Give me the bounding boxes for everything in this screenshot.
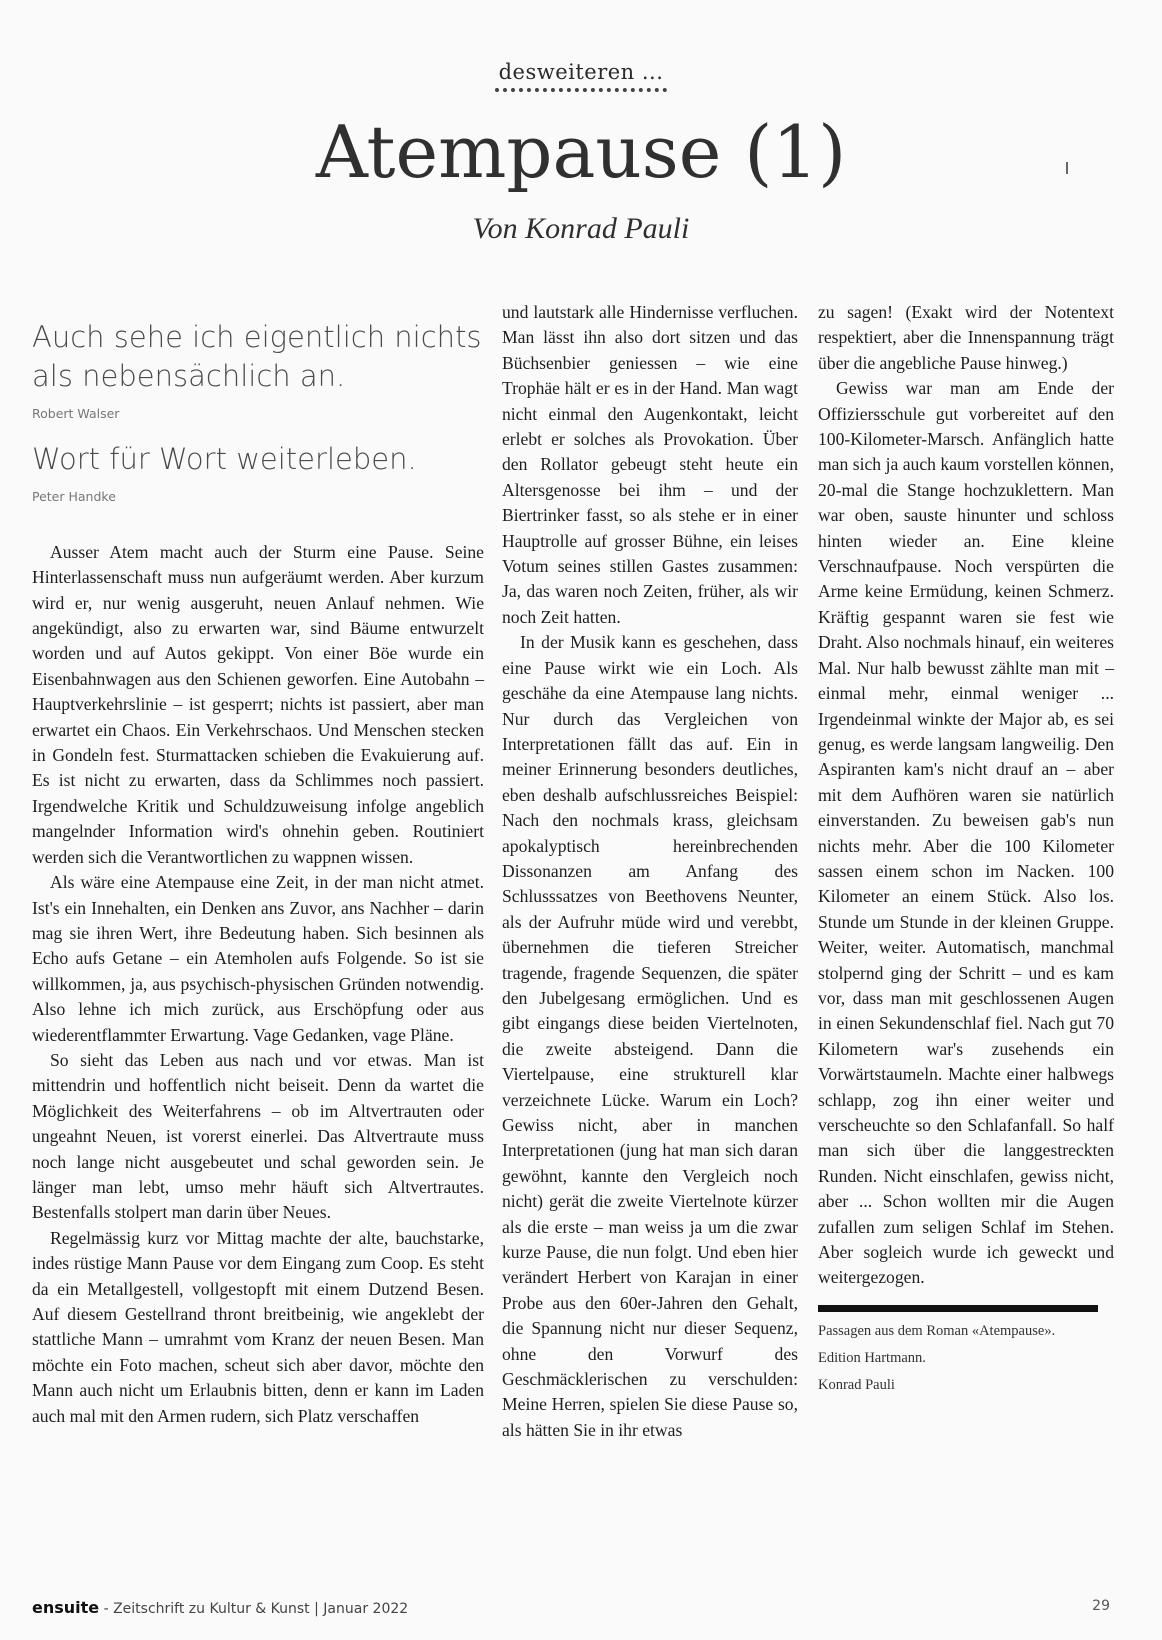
body-paragraph: In der Musik kann es geschehen, dass eine Pause wirkt wie ein Loch. Als geschähe da eine Atempause lang nichts. Nur durch das Vergleichen von Interpretationen fällt das auf. Ein in meiner Erinnerung besonders deutliches, eben deshalb aufschlussreiches Beispiel: Nach den nochmals krass, gleichsam apokalyptisch hereinbrechenden Dissonanzen am Anfang des Schlusssatzes von Beethovens Neunter, als der Aufruhr müde wird und verebbt, übernehmen die tieferen Streicher tragende, fragende Sequenzen, die später den Jubelgesang ermöglichen. Und es gibt eingangs diese beiden Viertelnoten, die zweite absteigend. Dann die Viertelpause, eine strukturell klar verzeichnete Lücke. Warum ein Loch? Gewiss nicht, aber in manchen Interpretationen (jung hat man sich daran gewöhnt, kannte den Vergleich noch nicht) gerät die zweite Viertelnote kürzer als die erste – man weiss ja um die zwar kurze Pause, die nun folgt. Und eben hier verändert Herbert von Karajan in einer Probe aus den 60er-Jahren den Gehalt, die Spannung nicht nur dieser Sequenz, ohne den Vorwurf des Geschmäcklerischen zu verschulden: Meine Herren, spielen Sie diese Pause so, als hätten Sie in ihr etwas xyxy=(502,632,798,1440)
source-note-line: Passagen aus dem Roman «Atempause». xyxy=(818,1322,1056,1339)
article-title: Atempause (1) xyxy=(315,110,847,194)
page-footer xyxy=(32,1598,408,1617)
note-divider xyxy=(818,1305,1098,1312)
article-byline: Von Konrad Pauli xyxy=(472,212,690,245)
page-number: 29 xyxy=(1092,1598,1110,1614)
source-note-line: Edition Hartmann. xyxy=(818,1349,926,1366)
epigraph-quote: Auch sehe ich eigentlich nichts als nebensächlich an. xyxy=(32,320,482,393)
body-paragraph: Regelmässig kurz vor Mittag machte der alte, bauchstarke, indes rüstige Mann Pause vor dem Eingang zum Coop. Es steht da ein Metallgestell, vollgestopft mit einem Dutzend Besen. Auf diesem Gestellrand thront breitbeinig, wie angeklebt der stattliche Mann – umrahmt vom Kranz der neuen Besen. Man möchte ein Foto machen, scheut sich aber davor, möchte den Mann auch nicht um Erlaubnis bitten, denn er kann im Laden auch mal mit den Armen rudern, sich Platz verschaffen xyxy=(32,1227,484,1426)
body-paragraph: Ausser Atem macht auch der Sturm eine Pause. Seine Hinterlassenschaft muss nun aufgeräumt werden. Aber kurzum wird er, nur wenig ausgeruht, neuen Anlauf nehmen. Wie angekündigt, also zu erwarten war, sind Bäume entwurzelt worden und auf Autos gekippt. Von einer Böe wurde ein Eisenbahnwagen aus den Schienen geworfen. Eine Autobahn – Hauptverkehrslinie – ist gesperrt; nichts ist passiert, aber man erwartet ein Chaos. Ein Verkehrschaos. Und Menschen stecken in Gondeln fest. Sturmattacken schieben die Evakuierung auf. Es ist nicht zu erwarten, dass da Schlimmes noch passiert. Irgendwelche Kritik und Schuldzuweisung infolge angeblich mangelnder Information wird's ohnehin geben. Routiniert werden sich die Verantwortlichen zu wappnen wissen. xyxy=(32,541,484,867)
body-paragraph: So sieht das Leben aus nach und vor etwas. Man ist mittendrin und hoffentlich nicht beiseit. Denn da wartet die Möglichkeit des Weiterfahrens – ob im Altvertrauten oder ungeahnt Neuen, ist vorerst einerlei. Das Altvertraute muss noch lange nicht ausgebeutet und schal geworden sein. Je länger man lebt, umso mehr häuft sich Altvertrautes. Bestenfalls stolpert man darin über Neues. xyxy=(32,1049,484,1223)
source-note xyxy=(818,1318,1114,1399)
column-1 xyxy=(32,300,484,1429)
column-2 xyxy=(502,300,798,1443)
body-paragraph: zu sagen! (Exakt wird der Notentext respektiert, aber die Innenspannung trägt über die angebliche Pause hinweg.) xyxy=(818,302,1114,373)
section-kicker: desweiteren ... xyxy=(0,60,1162,92)
body-paragraph: Gewiss war man am Ende der Offiziersschule gut vorbereitet auf den 100-Kilometer-Marsch. Anfänglich hatte man sich ja auch kaum vorstellen können, 20-mal die Stange hochzuklettern. Man war oben, sauste hinunter und schloss hinten wieder an. Eine kleine Verschnaufpause. Noch verspürten die Arme keine Ermüdung, keinen Schmerz. Kräftig gespannt waren sie fest wie Draht. Also nochmals hinauf, ein weiteres Mal. Nur halb bewusst zählte man mit – einmal mehr, einmal weniger ... Irgendeinmal winkte der Major ab, es sei genug, es werde langsam langweilig. Den Aspiranten kam's nicht drauf an – aber mit dem Aufhören waren sie natürlich einverstanden. Zu beweisen gab's nun nichts mehr. Aber die 100 Kilometer sassen einem schon im Nacken. 100 Kilometer an einem Stück. Also los. Stunde um Stunde in der kleinen Gruppe. Weiter, weiter. Automatisch, manchmal stolpernd ging der Schritt – und es kam vor, dass man mit geschlossenen Augen in einen Sekundenschlaf fiel. Nach gut 70 Kilometern war's zusehends ein Vorwärtstaumeln. Machte einer halbwegs schlapp, zog ihn einer weiter und verscheuchte so den Schlafanfall. So half man sich über die langgestreckten Runden. Nicht einschlafen, gewiss nicht, aber ... Schon wollten mir die Augen zufallen zum seligen Schlaf im Stehen. Aber sogleich wurde ich geweckt und weitergezogen. xyxy=(818,378,1114,1288)
epigraph-author: Robert Walser xyxy=(32,406,120,421)
source-note-line: Konrad Pauli xyxy=(818,1376,895,1393)
epigraph-author: Peter Handke xyxy=(32,489,116,505)
print-speck xyxy=(1066,162,1068,174)
epigraph-quote: Wort für Wort weiterleben. xyxy=(32,442,417,477)
column-3 xyxy=(818,300,1114,1399)
body-paragraph: und lautstark alle Hindernisse verfluchen. Man lässt ihn also dort sitzen und das Büchsenbier geniessen – wie eine Trophäe hält er es in der Hand. Man wagt nicht einmal den Augenkontakt, leicht erlebt er solches als Provokation. Über den Rollator gebeugt steht heute ein Altersgenosse bei ihm – und der Biertrinker fasst, so als stehe er in einer Hauptrolle auf grosser Bühne, ein leises Votum seines stillen Gastes zusammen: Ja, das waren noch Zeiten, früher, als wir noch Zeit hatten. xyxy=(502,302,798,627)
magazine-tagline: - Zeitschrift zu Kultur & Kunst | Januar 2022 xyxy=(99,1601,409,1617)
magazine-brand: ensuite xyxy=(32,1598,100,1617)
body-paragraph: Als wäre eine Atempause eine Zeit, in der man nicht atmet. Ist's ein Innehalten, ein Denken ans Zuvor, ans Nachher – darin mag sie ihren Wert, ihre Bedeutung haben. Sich besinnen als Echo aufs Getane – ein Atemholen aufs Folgende. So ist sie willkommen, ja, aus psychisch-physischen Gründen notwendig. Also lehne ich mich zurück, aus Erschöpfung oder aus wiederentflammter Erwartung. Vage Gedanken, vage Pläne. xyxy=(32,872,484,1045)
